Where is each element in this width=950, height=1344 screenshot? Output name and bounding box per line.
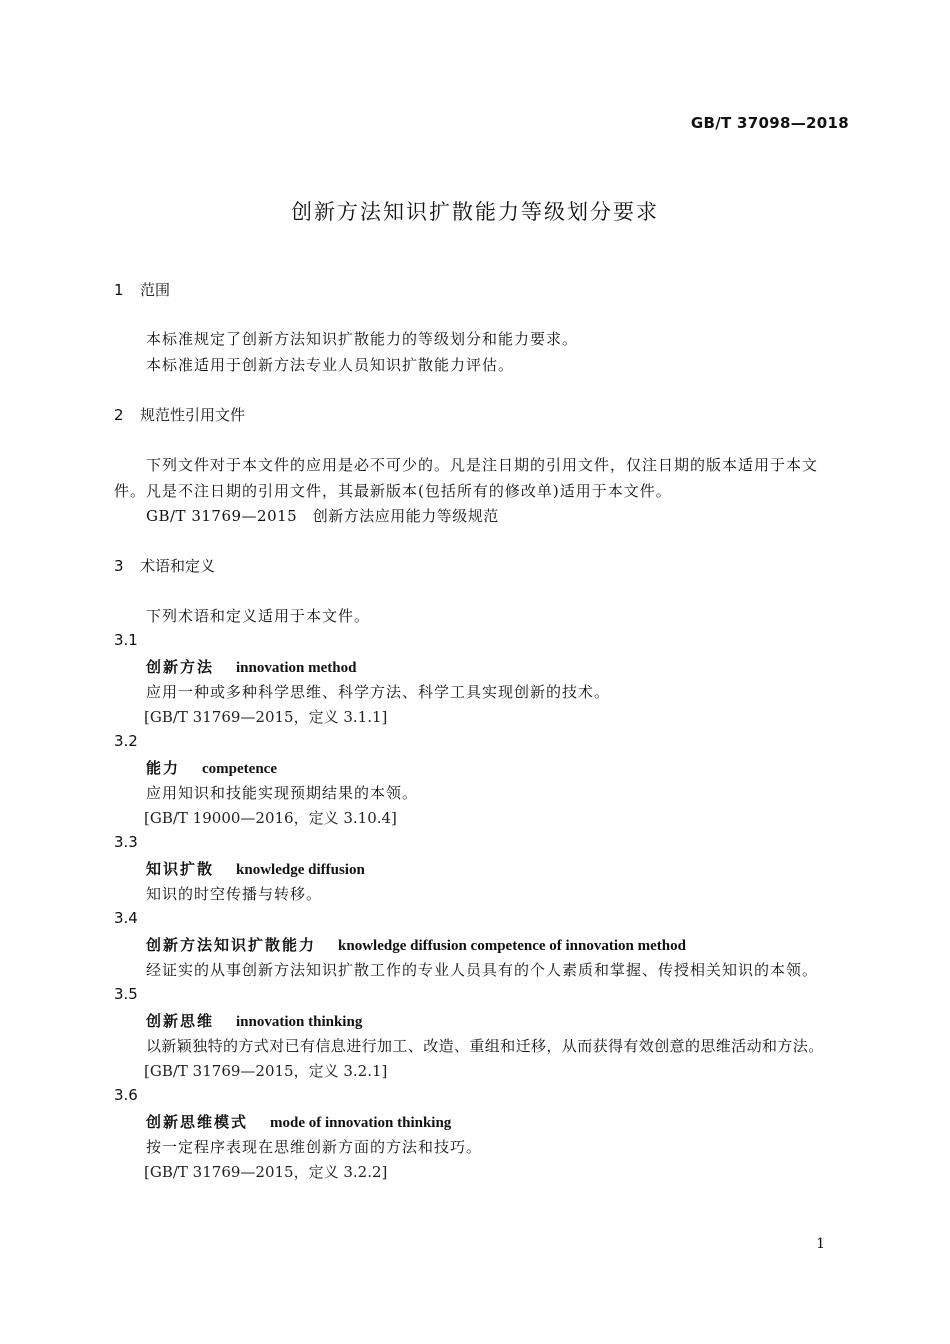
term-source: [GB/T 31769—2015，定义 3.2.1] [144,1062,388,1080]
term-en: mode of innovation thinking [270,1115,452,1131]
term-number: 3.5 [114,985,138,1003]
section-number: 3 [114,557,124,575]
term-heading [146,1010,362,1031]
term-definition: 应用一种或多种科学思维、科学方法、科学工具实现创新的技术。 [146,683,611,701]
paragraph: 下列术语和定义适用于本文件。 [146,607,371,625]
term-en: knowledge diffusion competence of innovation method [338,938,686,954]
term-source: [GB/T 31769—2015，定义 3.1.1] [144,708,388,726]
paragraph: 本标准适用于创新方法专业人员知识扩散能力评估。 [146,356,515,374]
term-en: competence [202,761,277,777]
section-title: 规范性引用文件 [140,406,246,424]
term-definition: 经证实的从事创新方法知识扩散工作的专业人员具有的个人素质和掌握、传授相关知识的本领。 [146,961,819,979]
section-title: 术语和定义 [140,557,216,575]
standard-code: GB/T 37098—2018 [690,114,849,132]
term-heading [146,1111,451,1132]
term-source: [GB/T 31769—2015，定义 3.2.2] [144,1163,388,1181]
term-zh: 创新方法知识扩散能力 [146,936,317,954]
paragraph: 下列文件对于本文件的应用是必不可少的。凡是注日期的引用文件，仅注日期的版本适用于本文 [146,456,819,474]
term-number: 3.6 [114,1086,138,1104]
term-zh: 创新方法 [146,658,215,676]
section-number: 1 [114,281,124,299]
term-zh: 知识扩散 [146,860,215,878]
term-heading [146,934,686,955]
paragraph-continuation: 件。凡是不注日期的引用文件，其最新版本(包括所有的修改单)适用于本文件。 [114,482,672,500]
term-heading [146,656,356,677]
term-zh: 创新思维 [146,1012,215,1030]
term-heading [146,858,365,879]
term-definition: 按一定程序表现在思维创新方面的方法和技巧。 [146,1138,483,1156]
section-title: 范围 [140,281,171,299]
term-number: 3.2 [114,732,138,750]
page-number: 1 [816,1236,825,1252]
term-number: 3.3 [114,833,138,851]
term-zh: 能力 [146,759,181,777]
term-en: knowledge diffusion [236,862,365,878]
term-definition: 知识的时空传播与转移。 [146,885,323,903]
term-en: innovation method [236,660,357,676]
section-1-heading [114,279,170,300]
section-3-heading [114,555,215,576]
section-number: 2 [114,406,124,424]
term-source: [GB/T 19000—2016，定义 3.10.4] [144,809,397,827]
term-number: 3.1 [114,631,138,649]
section-2-heading [114,404,245,425]
term-definition: 以新颖独特的方式对已有信息进行加工、改造、重组和迁移，从而获得有效创意的思维活动和方法。 [146,1037,824,1055]
document-title: 创新方法知识扩散能力等级划分要求 [291,200,659,224]
normative-reference: GB/T 31769—2015 创新方法应用能力等级规范 [146,507,499,525]
term-zh: 创新思维模式 [146,1113,249,1131]
paragraph: 本标准规定了创新方法知识扩散能力的等级划分和能力要求。 [146,330,579,348]
term-number: 3.4 [114,909,138,927]
term-definition: 应用知识和技能实现预期结果的本领。 [146,784,419,802]
term-heading [146,757,277,778]
term-en: innovation thinking [236,1014,363,1030]
